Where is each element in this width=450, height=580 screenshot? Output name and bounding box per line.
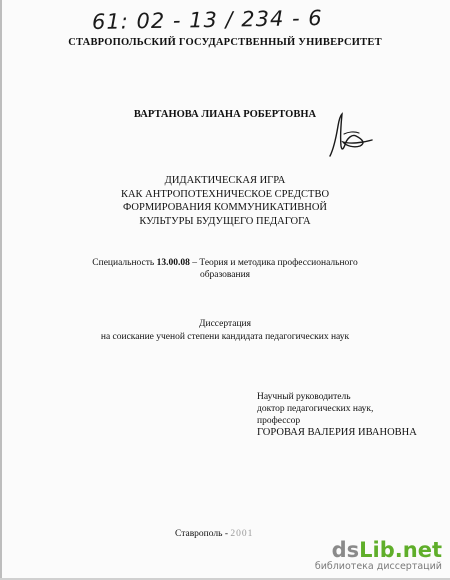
title-line: ФОРМИРОВАНИЯ КОММУНИКАТИВНОЙ (122, 202, 328, 213)
specialty-code: 13.00.08 (156, 258, 190, 268)
city-name: Ставрополь - (175, 529, 231, 539)
university-name: СТАВРОПОЛЬСКИЙ ГОСУДАРСТВЕННЫЙ УНИВЕРСИТЕТ (68, 37, 382, 48)
dslib-tagline: библиотека диссертаций (314, 561, 442, 572)
supervisor-name: ГОРОВАЯ ВАЛЕРИЯ ИВАНОВНА (257, 427, 417, 438)
signature-icon (326, 112, 376, 164)
supervisor-block (257, 391, 417, 439)
scan-edge-left (0, 0, 2, 580)
dslib-logo-part2: Lib.net (359, 538, 442, 562)
title-line: КАК АНТРОПОТЕХНИЧЕСКОЕ СРЕДСТВО (120, 188, 330, 200)
dissertation-label: Диссертация (199, 319, 251, 329)
city-year (175, 529, 253, 539)
specialty-name: – Теория и методика профессионального (189, 258, 358, 268)
supervisor-degree: доктор педагогических наук, (257, 404, 374, 414)
dslib-logo-part1: ds (331, 538, 360, 562)
specialty-prefix: Специальность (92, 258, 157, 268)
handwritten-registration-code: 61: 02 - 13 / 234 - 6 (91, 5, 323, 35)
supervisor-role: Научный руководитель (257, 392, 351, 402)
dslib-logo (314, 539, 442, 561)
specialty-line (0, 257, 450, 269)
title-line: КУЛЬТУРЫ БУДУЩЕГО ПЕДАГОГА (139, 215, 311, 227)
dslib-watermark (314, 539, 442, 572)
dissertation-block (0, 318, 450, 343)
author-name: ВАРТАНОВА ЛИАНА РОБЕРТОВНА (133, 109, 317, 120)
dissertation-purpose: на соискание ученой степени кандидата педагогических наук (100, 331, 350, 342)
specialty-block (0, 257, 450, 281)
title-line: ДИДАКТИЧЕСКАЯ ИГРА (164, 175, 286, 186)
dissertation-title (0, 174, 450, 228)
specialty-line-2: образования (199, 270, 251, 280)
supervisor-rank: профессор (257, 416, 301, 426)
year-obscured: 2001 (230, 529, 254, 539)
